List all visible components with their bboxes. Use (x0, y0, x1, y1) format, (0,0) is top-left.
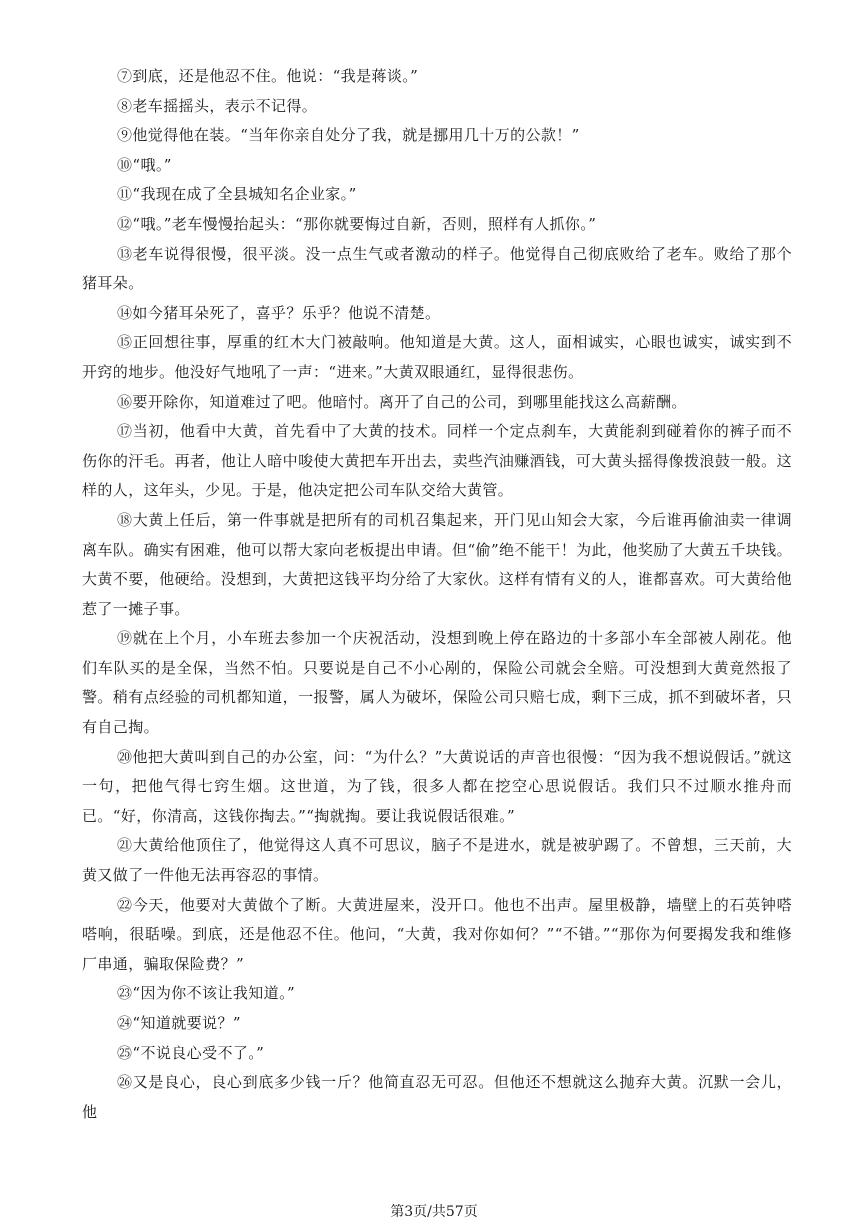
paragraph-13: ⑬老车说得很慢，很平淡。没一点生气或者激动的样子。他觉得自己彻底败给了老车。败给了那个猪耳朵。 (82, 244, 792, 293)
paragraph-25: ㉕“不说良心受不了。” (117, 1043, 265, 1062)
paragraph-14: ⑭如今猪耳朵死了，喜乎？乐乎？他说不清楚。 (117, 303, 441, 322)
story-body (82, 62, 792, 1127)
paragraph-19: ⑲就在上个月，小车班去参加一个庆祝活动，没想到晚上停在路边的十多部小车全部被人剐花。他们车队买的是全保，当然不怕。只要说是自己不小心剐的，保险公司就会全赔。可没想到大黄竟然报了警。稍有点经验的司机都知道，一报警，属人为破坏，保险公司只赔七成，剩下三成，抓不到破坏者，只有自己掏。 (82, 629, 792, 737)
paragraph-16: ⑯要开除你，知道难过了吧。他暗忖。离开了自己的公司，到哪里能找这么高薪酬。 (117, 392, 687, 411)
paragraph-20: ⑳他把大黄叫到自己的办公室，问：“为什么？”大黄说话的声音也很慢：“因为我不想说假话。”就这一句，把他气得七窍生烟。这世道，为了钱，很多人都在挖空心思说假话。我们只不过顺水推舟而已。“好，你清高，这钱你掏去。”“掏就掏。要让我说假话很难。” (82, 747, 792, 825)
paragraph-21: ㉑大黄给他顶住了，他觉得这人真不可思议，脑子不是进水，就是被驴踢了。不曾想，三天前，大黄又做了一件他无法再容忍的事情。 (82, 836, 792, 885)
paragraph-18: ⑱大黄上任后，第一件事就是把所有的司机召集起来，开门见山知会大家，今后谁再偷油卖一律调离车队。确实有困难，他可以帮大家向老板提出申请。但“偷”绝不能干！为此，他奖励了大黄五千块钱。大黄不要，他硬给。没想到，大黄把这钱平均分给了大家伙。这样有情有义的人，谁都喜欢。可大黄给他惹了一摊子事。 (82, 510, 792, 618)
paragraph-10: ⑩“哦。” (117, 155, 172, 174)
paragraph-23: ㉓“因为你不该让我知道。” (117, 984, 296, 1003)
paragraph-11: ⑪“我现在成了全县城知名企业家。” (117, 185, 357, 204)
paragraph-8: ⑧老车摇摇头，表示不记得。 (117, 96, 318, 115)
paragraph-22: ㉒今天，他要对大黄做个了断。大黄进屋来，没开口。他也不出声。屋里极静，墙壁上的石英钟嗒嗒响，很聒噪。到底，还是他忍不住。他问，“大黄，我对你如何？”“不错。”“那你为何要揭发我和维修厂串通，骗取保险费？” (82, 895, 792, 973)
paragraph-15: ⑮正回想往事，厚重的红木大门被敲响。他知道是大黄。这人，面相诚实，心眼也诚实，诚实到不开窍的地步。他没好气地吼了一声：“进来。”大黄双眼通红，显得很悲伤。 (82, 333, 792, 381)
paragraph-26: ㉖又是良心，良心到底多少钱一斤？他简直忍无可忍。但他还不想就这么抛弃大黄。沉默一会儿，他 (82, 1073, 792, 1121)
paragraph-7: ⑦到底，还是他忍不住。他说：“我是蒋谈。” (117, 67, 419, 85)
page-number: 第3页/共57页 (390, 1204, 478, 1220)
paragraph-17: ⑰当初，他看中大黄，首先看中了大黄的技术。同样一个定点刹车，大黄能刹到碰着你的裤子而不伤你的汗毛。再者，他让人暗中唆使大黄把车开出去，卖些汽油赚酒钱，可大黄头摇得像拨浪鼓一般。这样的人，这年头，少见。于是，他决定把公司车队交给大黄管。 (82, 422, 792, 500)
paragraph-24: ㉔“知道就要说？” (117, 1014, 241, 1032)
paragraph-9: ⑨他觉得他在装。“当年你亲自处分了我，就是挪用几十万的公款！” (117, 126, 580, 145)
paragraph-12: ⑫“哦。”老车慢慢抬起头：“那你就要悔过自新，否则，照样有人抓你。” (117, 214, 597, 233)
